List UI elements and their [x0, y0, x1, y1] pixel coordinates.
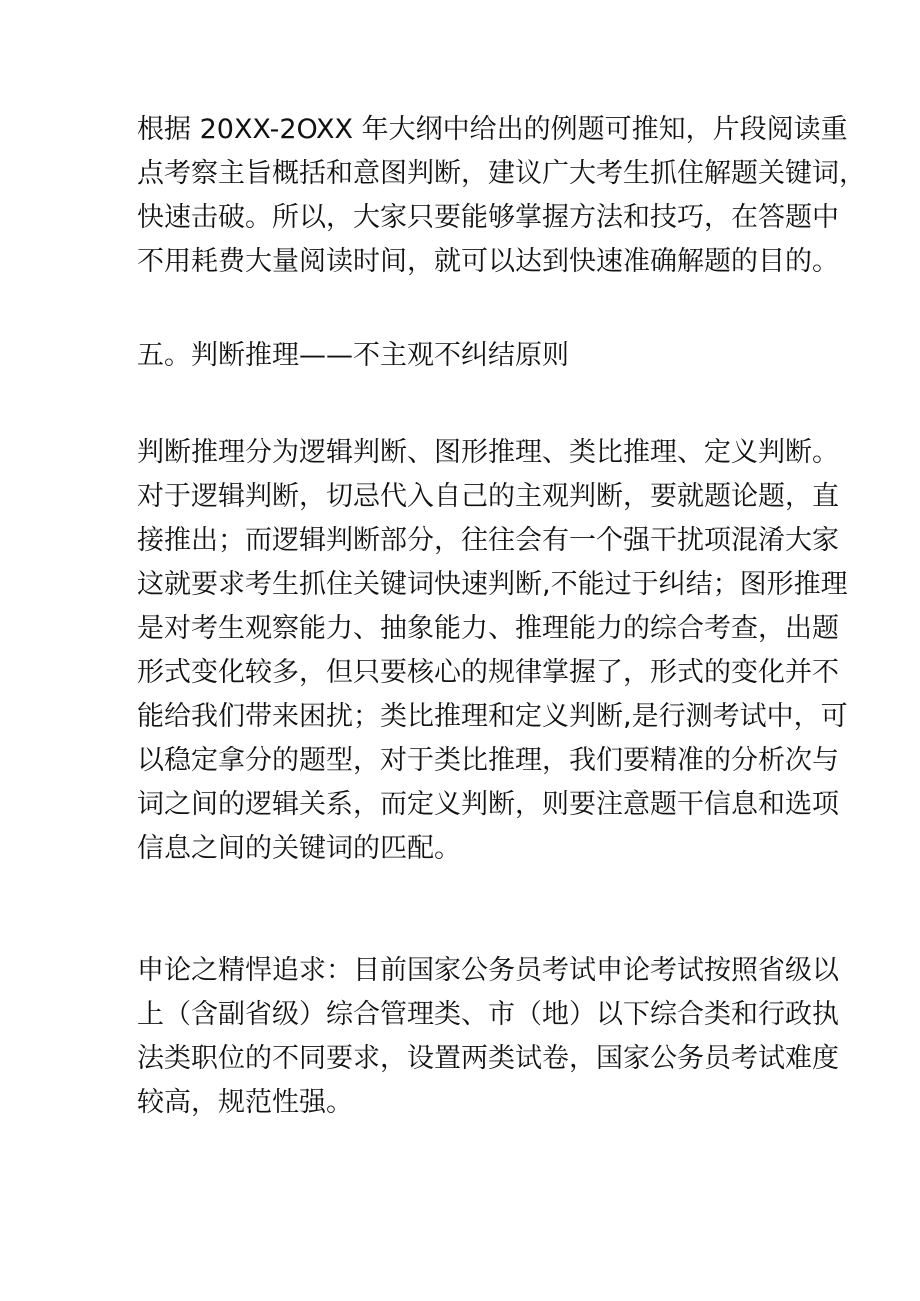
- paragraph-line: 这就要求考生抓住关键词快速判断,不能过于纠结；图形推理: [137, 569, 848, 600]
- section-heading-text: 五。判断推理——不主观不纠结原则: [137, 340, 569, 371]
- paragraph-line: 对于逻辑判断，切忌代入自己的主观判断，要就题论题，直: [137, 481, 839, 512]
- paragraph-line: 词之间的逻辑关系，而定义判断，则要注意题干信息和选项: [137, 789, 839, 820]
- paragraph-line: 判断推理分为逻辑判断、图形推理、类比推理、定义判断。: [137, 437, 839, 468]
- paragraph-reading-strategy: [137, 108, 866, 284]
- paragraph-line: 能给我们带来困扰；类比推理和定义判断,是行测考试中，可: [137, 701, 848, 732]
- paragraph-line: 法类职位的不同要求，设置两类试卷，国家公务员考试难度: [137, 1043, 839, 1074]
- paragraph-line: 不用耗费大量阅读时间，就可以达到快速准确解题的目的。: [137, 246, 839, 277]
- paragraph-line: 以稳定拿分的题型，对于类比推理，我们要精准的分析次与: [137, 745, 839, 776]
- paragraph-line: 是对考生观察能力、抽象能力、推理能力的综合考查，出题: [137, 613, 839, 644]
- paragraph-line: 点考察主旨概括和意图判断，建议广大考生抓住解题关键词，: [137, 158, 866, 189]
- paragraph-line: 快速击破。所以，大家只要能够掌握方法和技巧，在答题中: [137, 202, 839, 233]
- paragraph-line: 根据 20XX-2OXX 年大纲中给出的例题可推知，片段阅读重: [137, 114, 848, 145]
- paragraph-judgment-reasoning: [137, 431, 848, 871]
- paragraph-line: 上（含副省级）综合管理类、市（地）以下综合类和行政执: [137, 999, 839, 1030]
- paragraph-line: 申论之精悍追求：目前国家公务员考试申论考试按照省级以: [137, 955, 839, 986]
- paragraph-line: 接推出；而逻辑判断部分，往往会有一个强干扰项混淆大家: [137, 525, 839, 556]
- paragraph-line: 信息之间的关键词的匹配。: [137, 833, 461, 864]
- paragraph-essay-exam: [137, 949, 839, 1125]
- paragraph-line: 形式变化较多，但只要核心的规律掌握了，形式的变化并不: [137, 657, 839, 688]
- paragraph-line: 较高，规范性强。: [137, 1087, 353, 1118]
- section-heading: [137, 334, 797, 378]
